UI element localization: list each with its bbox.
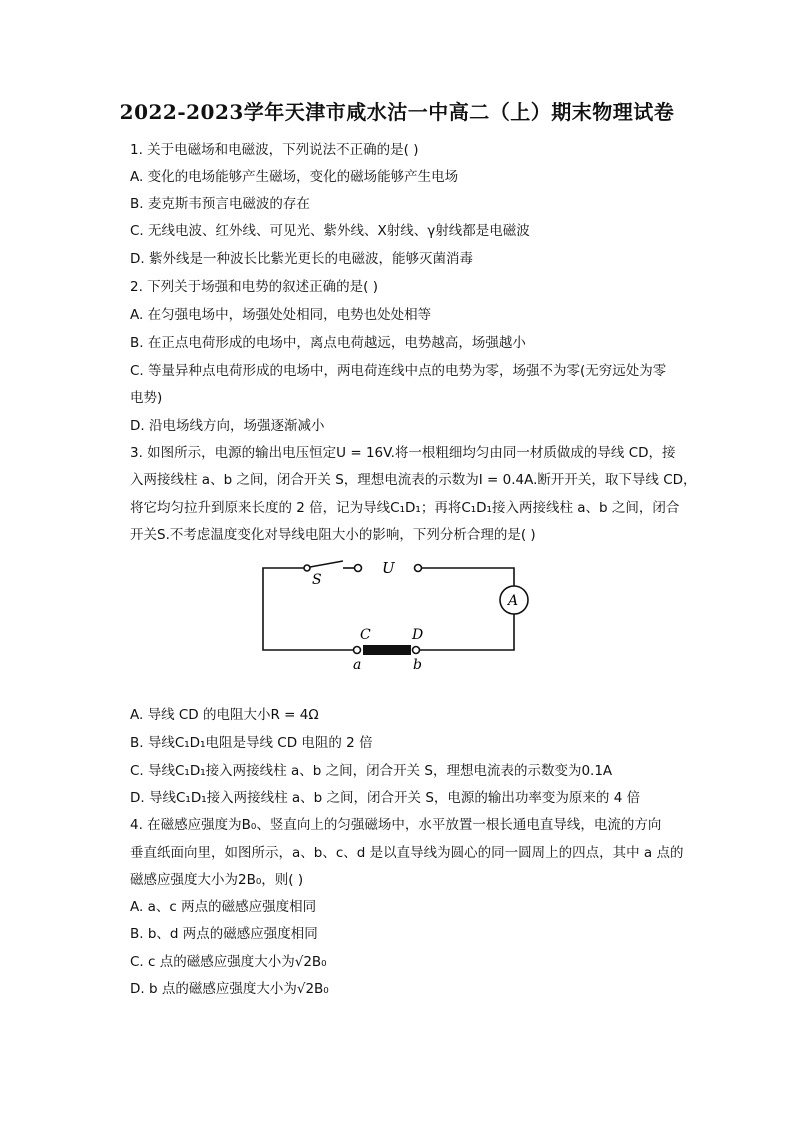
q1-option-a: A. 变化的电场能够产生磁场，变化的磁场能够产生电场 — [130, 169, 459, 185]
a-label: a — [353, 657, 362, 673]
q3-stem-line2: 入两接线柱 a、b 之间，闭合开关 S，理想电流表的示数为I = 0.4A.断开开关，取下导线 CD， — [130, 472, 697, 488]
q4-stem-line1: 4. 在磁感应强度为B₀、竖直向上的匀强磁场中，水平放置一根长通电直导线，电流的方向 — [130, 817, 662, 833]
q1-option-b: B. 麦克斯韦预言电磁波的存在 — [130, 196, 310, 212]
source-terminal-right — [415, 565, 422, 572]
q2-option-c-line2: 电势) — [130, 390, 163, 406]
q2-option-a: A. 在匀强电场中，场强处处相同，电势也处处相等 — [130, 307, 432, 323]
q1-option-c: C. 无线电波、红外线、可见光、紫外线、X射线、γ射线都是电磁波 — [130, 223, 530, 239]
exam-title: 2022-2023学年天津市咸水沽一中高二（上）期末物理试卷 — [119, 100, 675, 124]
q1-stem: 1. 关于电磁场和电磁波，下列说法不正确的是( ) — [130, 142, 419, 158]
q3-stem-line3: 将它均匀拉升到原来长度的 2 倍，记为导线C₁D₁；再将C₁D₁接入两接线柱 a、b 之间，闭合 — [130, 500, 680, 516]
q3-stem-line4: 开关S.不考虑温度变化对导线电阻大小的影响，下列分析合理的是( ) — [130, 527, 536, 543]
q2-option-c-line1: C. 等量异种点电荷形成的电场中，两电荷连线中点的电势为零，场强不为零(无穷远处为零 — [130, 363, 667, 379]
circuit-svg — [255, 548, 545, 678]
q4-option-c: C. c 点的磁感应强度大小为√2B₀ — [130, 954, 327, 970]
circuit-diagram — [255, 548, 545, 678]
switch-pivot — [304, 565, 310, 571]
switch-label: S — [312, 572, 322, 588]
q3-stem-line1: 3. 如图所示，电源的输出电压恒定U = 16V.将一根粗细均匀由同一材质做成的导线 CD，接 — [130, 445, 676, 461]
conductor-cd — [363, 645, 411, 655]
q3-option-a: A. 导线 CD 的电阻大小R = 4Ω — [130, 707, 319, 723]
source-terminal-left — [355, 565, 362, 572]
q3-option-b: B. 导线C₁D₁电阻是导线 CD 电阻的 2 倍 — [130, 735, 373, 751]
d-label: D — [412, 627, 424, 643]
c-label: C — [360, 627, 371, 643]
q4-option-d: D. b 点的磁感应强度大小为√2B₀ — [130, 981, 329, 997]
q4-option-b: B. b、d 两点的磁感应强度相同 — [130, 926, 318, 942]
terminal-b — [413, 647, 420, 654]
b-label: b — [413, 657, 422, 673]
q4-stem-line3: 磁感应强度大小为2B₀，则( ) — [130, 872, 304, 888]
switch-blade — [310, 561, 343, 567]
terminal-a — [354, 647, 361, 654]
q4-stem-line2: 垂直纸面向里，如图所示，a、b、c、d 是以直导线为圆心的同一圆周上的四点，其中 a 点的 — [130, 845, 684, 861]
q2-option-b: B. 在正点电荷形成的电场中，离点电荷越远，电势越高，场强越小 — [130, 335, 526, 351]
q2-option-d: D. 沿电场线方向，场强逐渐减小 — [130, 418, 325, 434]
q3-option-c: C. 导线C₁D₁接入两接线柱 a、b 之间，闭合开关 S，理想电流表的示数变为0.1A — [130, 763, 613, 779]
left-wire — [263, 568, 353, 650]
q1-option-d: D. 紫外线是一种波长比紫光更长的电磁波，能够灭菌消毒 — [130, 251, 473, 267]
q4-option-a: A. a、c 两点的磁感应强度相同 — [130, 899, 317, 915]
source-label: U — [382, 559, 395, 577]
q2-stem: 2. 下列关于场强和电势的叙述正确的是( ) — [130, 279, 378, 295]
ammeter-label: A — [508, 593, 519, 609]
q3-option-d: D. 导线C₁D₁接入两接线柱 a、b 之间，闭合开关 S，电源的输出功率变为原来的 4 倍 — [130, 790, 641, 806]
